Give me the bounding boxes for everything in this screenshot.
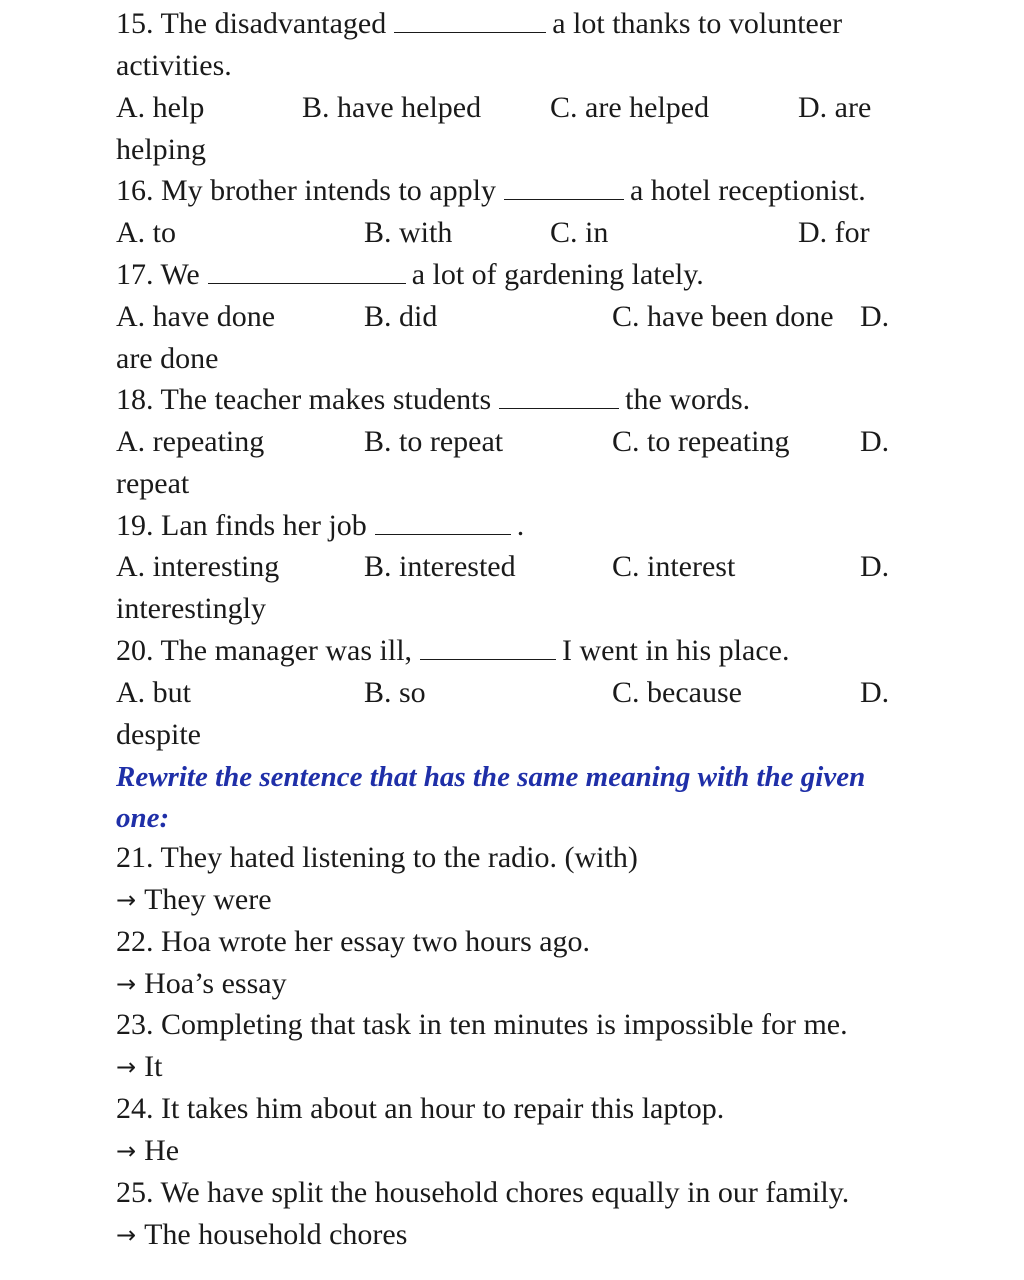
question-17-option-wrap: are done [116, 342, 219, 375]
rewrite-22-prompt-line [116, 967, 287, 1001]
question-20-stem [116, 634, 789, 668]
rewrite-22-prompt: Hoa’s essay [144, 967, 287, 1000]
question-15-stem-wrap: activities. [116, 49, 232, 82]
question-16-blank [504, 177, 624, 200]
rewrite-21-prompt-line [116, 883, 272, 917]
question-19-option-b: B. interested [364, 550, 516, 583]
question-19-option-a: A. interesting [116, 550, 280, 583]
question-20-option-a: A. but [116, 676, 191, 709]
question-16-option-b: B. with [364, 216, 453, 249]
question-17-blank [208, 261, 406, 284]
rewrite-25-prompt: The household chores [144, 1218, 408, 1251]
question-18-option-c: C. to repeating [612, 425, 790, 458]
question-17-option-a: A. have done [116, 300, 276, 333]
question-16-stem [116, 174, 866, 208]
question-15-blank [394, 10, 546, 33]
arrow-icon: → [116, 970, 137, 998]
rewrite-25-sentence: 25. We have split the household chores equally in our family. [116, 1176, 850, 1209]
question-16-option-c: C. in [550, 216, 609, 249]
rewrite-23-sentence: 23. Completing that task in ten minutes is impossible for me. [116, 1008, 848, 1041]
arrow-icon: → [116, 1137, 137, 1165]
rewrite-21-prompt: They were [144, 883, 272, 916]
question-15-text-after: a lot thanks to volunteer [552, 7, 843, 40]
rewrite-24-sentence: 24. It takes him about an hour to repair this laptop. [116, 1092, 725, 1125]
question-18-text-after: the words. [625, 383, 751, 416]
question-16-text-after: a hotel receptionist. [629, 174, 866, 207]
question-16-option-a: A. to [116, 216, 176, 249]
rewrite-instruction-line-2: one: [116, 802, 170, 834]
question-17-option-c: C. have been done [612, 300, 834, 333]
question-18-blank [499, 386, 619, 409]
rewrite-25-prompt-line [116, 1218, 407, 1252]
question-15-option-c: C. are helped [550, 91, 710, 124]
rewrite-23-prompt-line [116, 1050, 162, 1084]
question-18-option-d: D. [860, 425, 890, 458]
rewrite-24-prompt: He [144, 1134, 180, 1167]
question-16-text-before: 16. My brother intends to apply [116, 174, 496, 207]
question-19-text-after: . [516, 509, 525, 542]
question-15-option-a: A. help [116, 91, 205, 124]
rewrite-24-prompt-line [116, 1134, 179, 1168]
question-20-option-b: B. so [364, 676, 426, 709]
question-17-option-b: B. did [364, 300, 438, 333]
rewrite-21-sentence: 21. They hated listening to the radio. (with) [116, 841, 638, 874]
question-20-text-before: 20. The manager was ill, [116, 634, 413, 667]
question-18-option-a: A. repeating [116, 425, 265, 458]
question-15-text-before: 15. The disadvantaged [116, 7, 387, 40]
question-17-text-after: a lot of gardening lately. [411, 258, 704, 291]
question-20-text-after: I went in his place. [562, 634, 790, 667]
question-18-stem [116, 383, 750, 417]
question-19-blank [375, 512, 511, 535]
question-19-option-wrap: interestingly [116, 592, 266, 625]
question-20-option-wrap: despite [116, 718, 201, 751]
question-15-option-d: D. are [798, 91, 872, 124]
rewrite-22-sentence: 22. Hoa wrote her essay two hours ago. [116, 925, 591, 958]
question-19-option-d: D. [860, 550, 890, 583]
question-17-option-d: D. [860, 300, 890, 333]
question-15-option-wrap: helping [116, 133, 206, 166]
question-18-option-wrap: repeat [116, 467, 190, 500]
question-17-text-before: 17. We [116, 258, 200, 291]
question-18-text-before: 18. The teacher makes students [116, 383, 492, 416]
question-19-text-before: 19. Lan finds her job [116, 509, 367, 542]
question-20-option-c: C. because [612, 676, 742, 709]
question-15-stem [116, 7, 842, 41]
arrow-icon: → [116, 1221, 137, 1249]
arrow-icon: → [116, 1053, 137, 1081]
rewrite-23-prompt: It [144, 1050, 163, 1083]
question-16-option-d: D. for [798, 216, 870, 249]
question-20-option-d: D. [860, 676, 890, 709]
question-15-option-b: B. have helped [302, 91, 482, 124]
question-20-blank [420, 637, 556, 660]
rewrite-instruction-line-1: Rewrite the sentence that has the same meaning with the given [116, 761, 866, 793]
arrow-icon: → [116, 886, 137, 914]
question-18-option-b: B. to repeat [364, 425, 504, 458]
question-19-stem [116, 509, 524, 543]
question-19-option-c: C. interest [612, 550, 736, 583]
question-17-stem [116, 258, 704, 292]
